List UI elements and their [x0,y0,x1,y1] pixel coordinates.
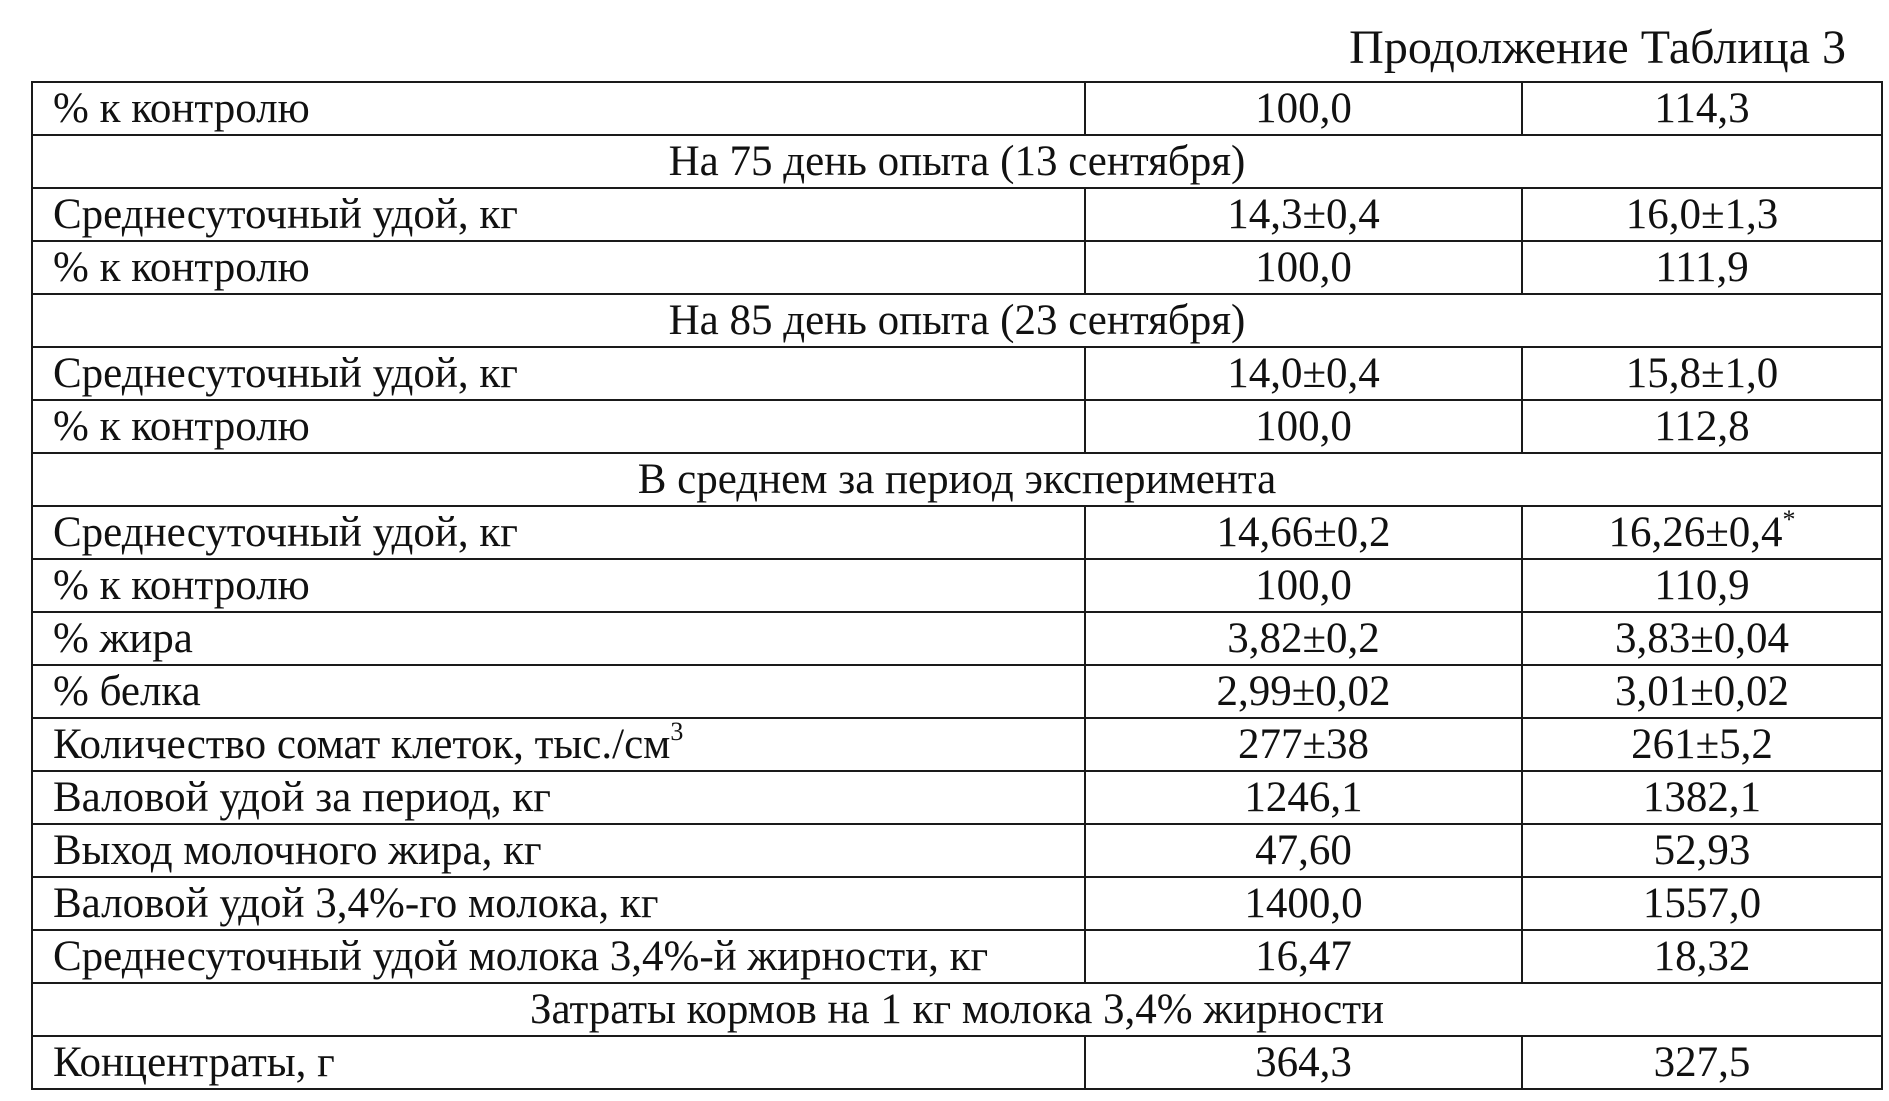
section-title: В среднем за период эксперимента [32,453,1882,506]
table-row [32,930,1882,983]
experimental-value: 18,32 [1522,930,1882,983]
experimental-value: 1557,0 [1522,877,1882,930]
row-label [32,718,1085,771]
section-title: На 75 день опыта (13 сентября) [32,135,1882,188]
table-row [32,347,1882,400]
row-label: % к контролю [32,82,1085,135]
experimental-value [1522,506,1882,559]
control-value: 100,0 [1085,400,1522,453]
control-value: 100,0 [1085,559,1522,612]
table-row [32,771,1882,824]
control-value: 14,66±0,2 [1085,506,1522,559]
experimental-value: 114,3 [1522,82,1882,135]
control-value: 14,0±0,4 [1085,347,1522,400]
row-label: Среднесуточный удой, кг [32,188,1085,241]
experimental-value: 52,93 [1522,824,1882,877]
row-label: % жира [32,612,1085,665]
experimental-value: 15,8±1,0 [1522,347,1882,400]
table-row [32,559,1882,612]
row-label: Валовой удой за период, кг [32,771,1085,824]
experimental-value: 3,83±0,04 [1522,612,1882,665]
row-label: % белка [32,665,1085,718]
control-value: 1246,1 [1085,771,1522,824]
control-value: 47,60 [1085,824,1522,877]
experimental-value: 112,8 [1522,400,1882,453]
control-value: 1400,0 [1085,877,1522,930]
row-label: Среднесуточный удой, кг [32,347,1085,400]
control-value: 14,3±0,4 [1085,188,1522,241]
table-row [32,506,1882,559]
experimental-value: 1382,1 [1522,771,1882,824]
table-row [32,824,1882,877]
data-table [31,81,1883,1090]
control-value: 277±38 [1085,718,1522,771]
row-label: Среднесуточный удой, кг [32,506,1085,559]
table-row [32,188,1882,241]
table-caption: Продолжение Таблица 3 [1349,21,1846,74]
experimental-value: 3,01±0,02 [1522,665,1882,718]
significance-mark: * [1782,506,1796,534]
label-text: Количество сомат клеток, тыс./см [53,721,671,768]
control-value: 100,0 [1085,241,1522,294]
table-row [32,665,1882,718]
control-value: 16,47 [1085,930,1522,983]
section-row [32,135,1882,188]
unit-exponent: 3 [670,718,684,746]
row-label: Концентраты, г [32,1036,1085,1089]
section-title: Затраты кормов на 1 кг молока 3,4% жирности [32,983,1882,1036]
table-row [32,612,1882,665]
row-label: % к контролю [32,400,1085,453]
table-row [32,718,1882,771]
experimental-value: 111,9 [1522,241,1882,294]
table-row [32,82,1882,135]
control-value: 364,3 [1085,1036,1522,1089]
table-row [32,1036,1882,1089]
experimental-value: 261±5,2 [1522,718,1882,771]
row-label: % к контролю [32,241,1085,294]
table-row [32,877,1882,930]
row-label: Валовой удой 3,4%-го молока, кг [32,877,1085,930]
section-row [32,983,1882,1036]
row-label: % к контролю [32,559,1085,612]
experimental-value: 16,0±1,3 [1522,188,1882,241]
section-row [32,453,1882,506]
table-row [32,241,1882,294]
section-row [32,294,1882,347]
control-value: 3,82±0,2 [1085,612,1522,665]
experimental-value: 110,9 [1522,559,1882,612]
row-label: Выход молочного жира, кг [32,824,1085,877]
value-text: 16,26±0,4 [1608,509,1783,556]
control-value: 100,0 [1085,82,1522,135]
section-title: На 85 день опыта (23 сентября) [32,294,1882,347]
table-row [32,400,1882,453]
row-label: Среднесуточный удой молока 3,4%-й жирности, кг [32,930,1085,983]
experimental-value: 327,5 [1522,1036,1882,1089]
control-value: 2,99±0,02 [1085,665,1522,718]
